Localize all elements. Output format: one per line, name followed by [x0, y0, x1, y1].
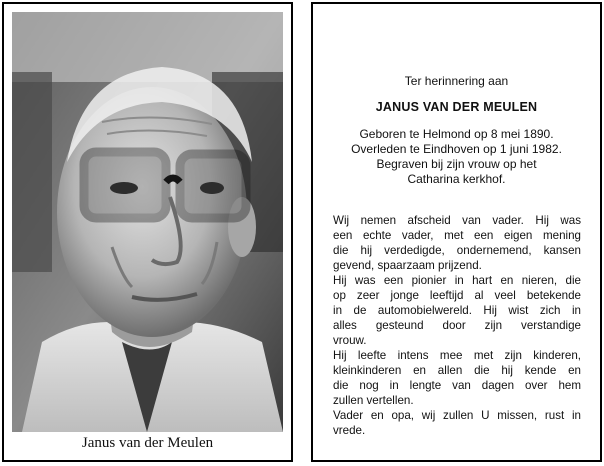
portrait-photo — [12, 12, 283, 432]
paragraph-line: Vader en opa, wij zullen U missen, rust in — [333, 409, 581, 422]
paragraph-line: vrede. — [333, 424, 366, 437]
paragraph-line: op zeer jonge leeftijd al veel betekende — [333, 289, 581, 302]
birth-line: Geboren te Helmond op 8 mei 1890. — [359, 127, 554, 141]
memorial-text-card — [311, 2, 602, 462]
paragraph-line: Wij nemen afscheid van vader. Hij was — [333, 214, 581, 227]
death-line: Overleden te Eindhoven op 1 juni 1982. — [351, 142, 562, 156]
deceased-name: JANUS VAN DER MEULEN — [375, 100, 538, 114]
paragraph-line: een echte vader, met een eigen mening — [333, 229, 581, 242]
paragraph-line: Hij was een pionier in hart en nieren, die — [333, 274, 581, 287]
burial-line: Begraven bij zijn vrouw op het — [376, 157, 537, 171]
paragraph-line: gevend, spaarzaam prijzend. — [333, 259, 482, 272]
paragraph-line: in de automobielwereld. Hij wist zich in — [333, 304, 581, 317]
memorial-heading: Ter herinnering aan — [404, 74, 509, 88]
paragraph-line: alles gesteund door zijn verstandige — [333, 319, 581, 332]
photo-card — [2, 2, 293, 462]
paragraph-line: Hij leefte intens mee met zijn kinderen, — [333, 349, 581, 362]
paragraph-line: die nog in lengte van dagen over hem — [333, 379, 581, 392]
paragraph-line: die hij verdedigde, ondernemend, kansen — [333, 244, 581, 257]
paragraph-line: kleinkinderen en allen die hij kende en — [333, 364, 581, 377]
paragraph-line: zullen vertellen. — [333, 394, 414, 407]
paragraph-line: vrouw. — [333, 334, 367, 347]
life-facts — [313, 127, 600, 187]
cemetery-line: Catharina kerkhof. — [407, 172, 506, 186]
memorial-paragraph — [333, 213, 581, 438]
photo-caption: Janus van der Meulen — [81, 435, 214, 451]
